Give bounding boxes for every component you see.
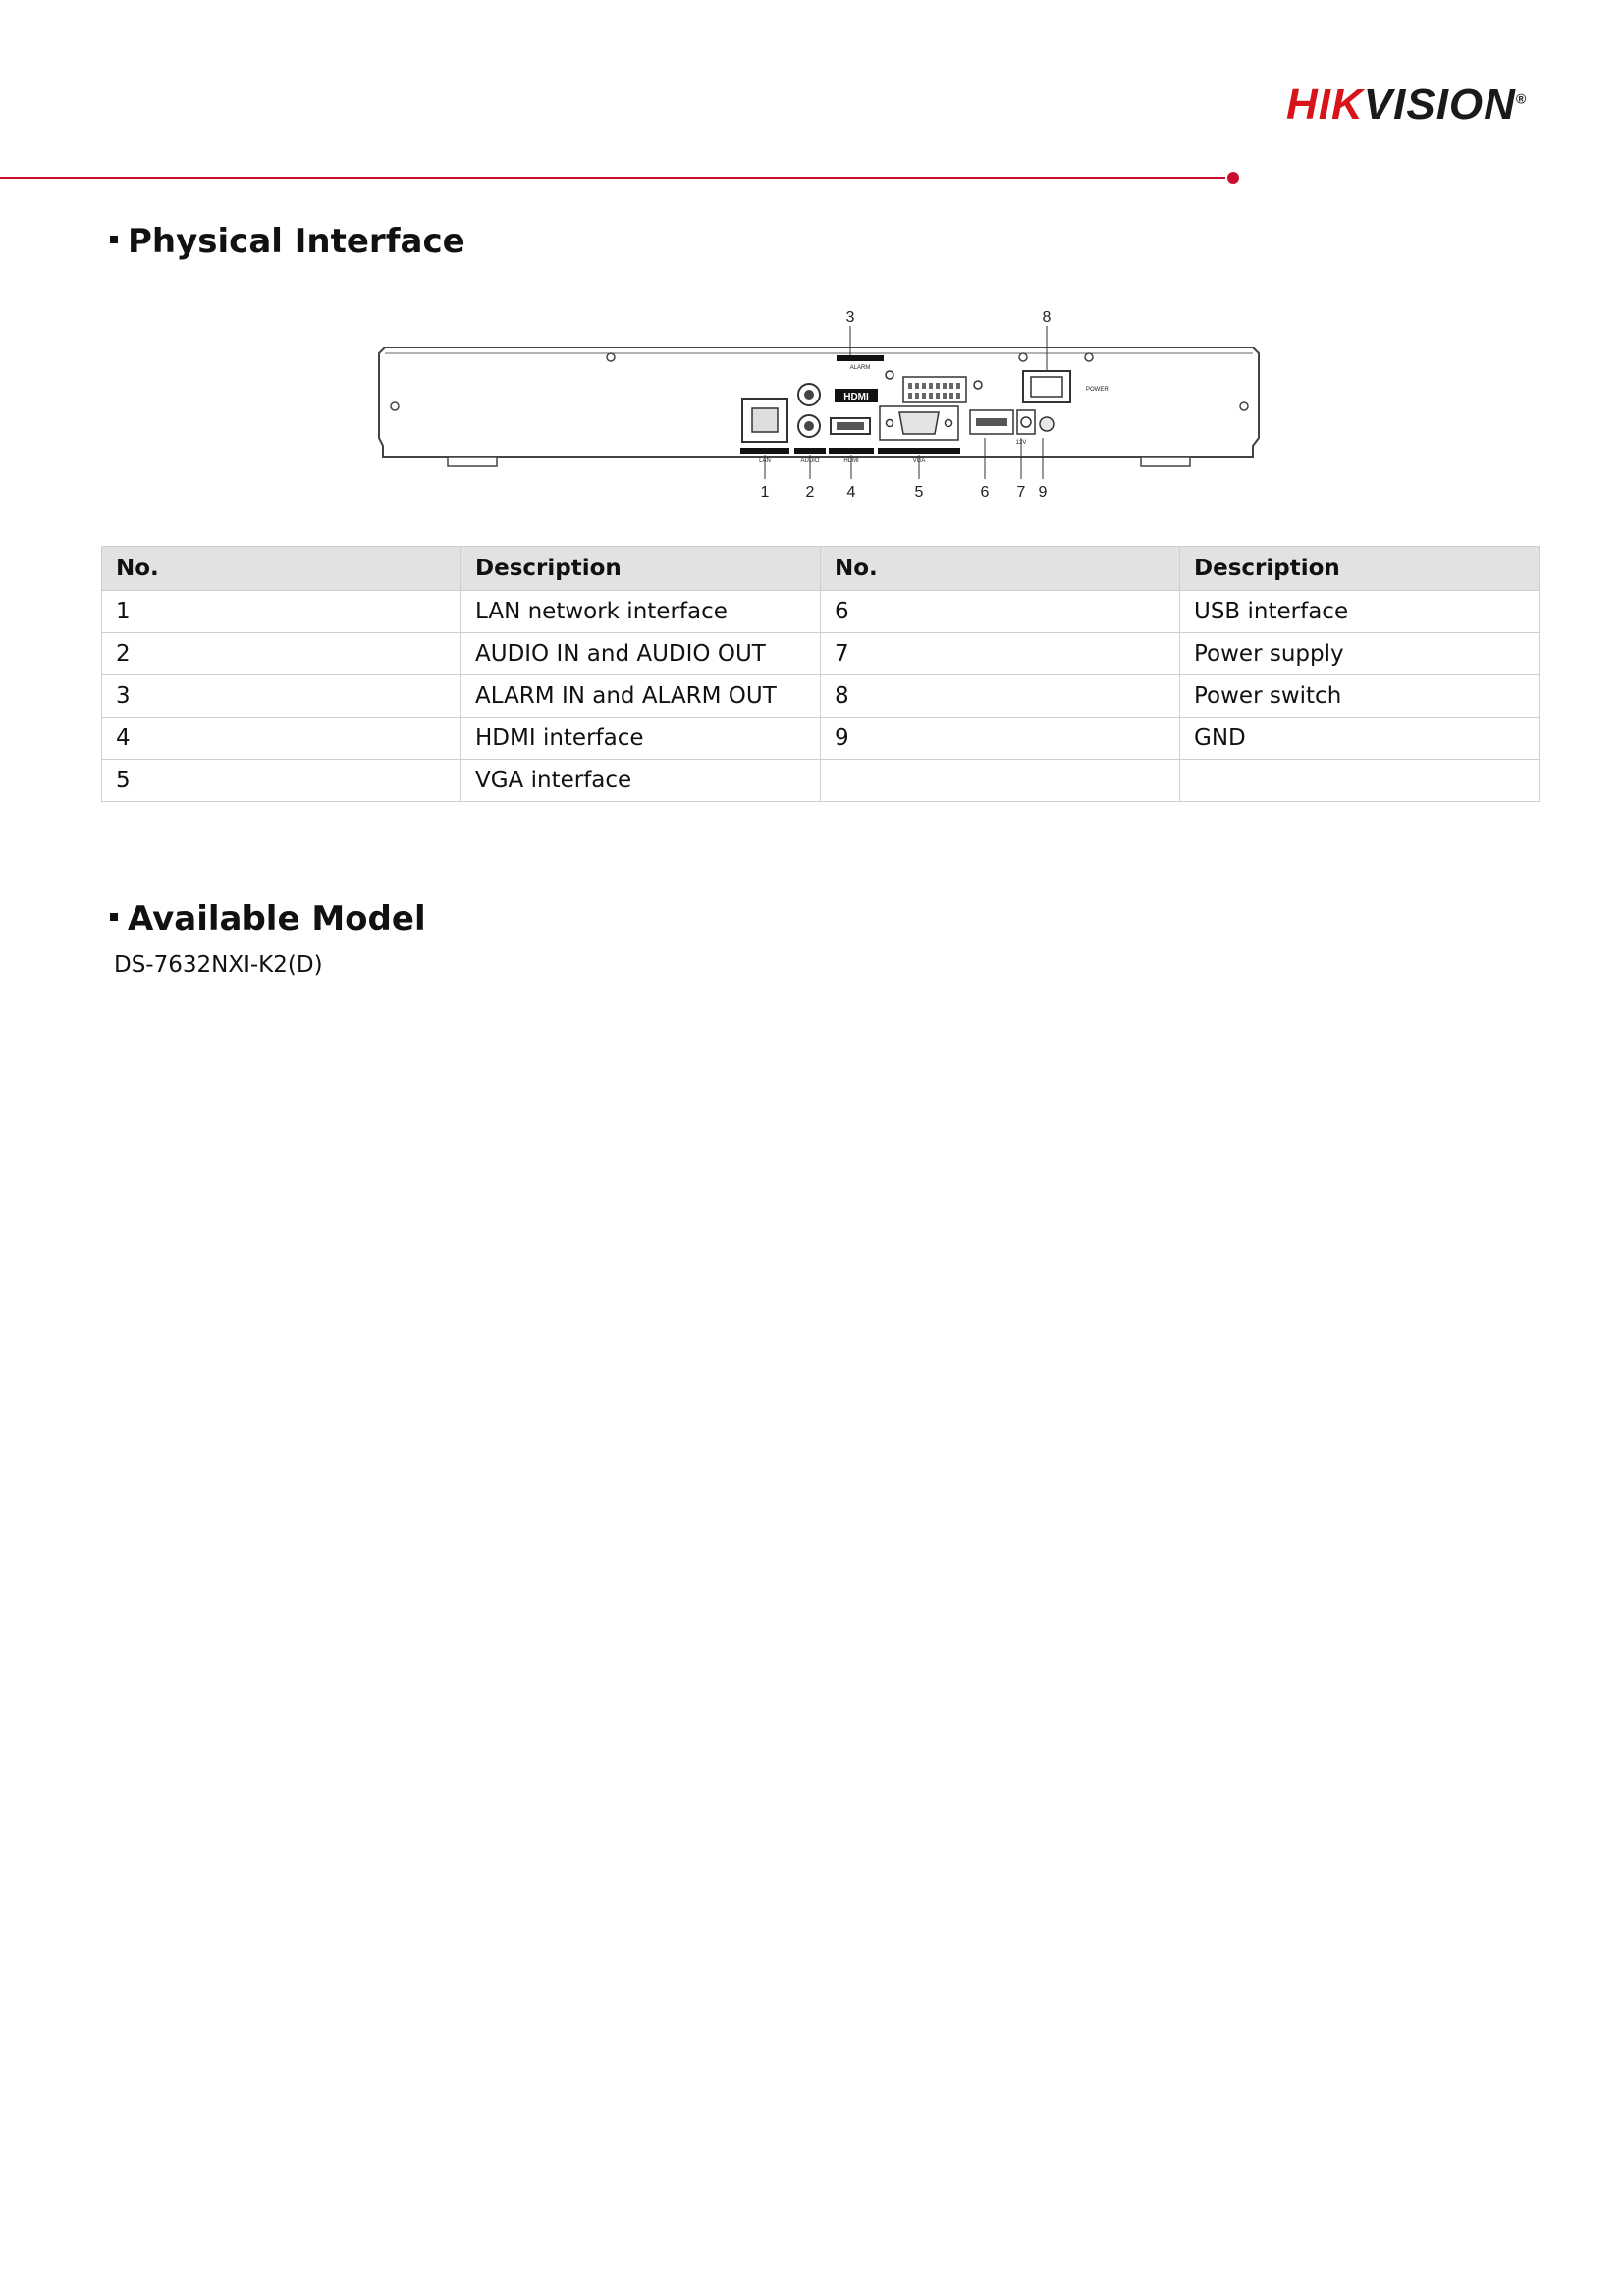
alarm-terminal-block — [903, 377, 966, 402]
callout-9: 9 — [1038, 484, 1048, 501]
logo-text-dark: VISION — [1363, 80, 1516, 129]
power-switch-rocker — [1031, 377, 1062, 397]
table-cell: 7 — [821, 633, 1180, 675]
gnd-terminal — [1040, 417, 1054, 431]
port-label-hdmi: HDMI — [843, 458, 859, 464]
port-label-vga: VGA — [912, 458, 926, 464]
hdmi-connector — [837, 422, 864, 430]
table-cell: USB interface — [1180, 591, 1540, 633]
table-cell — [821, 760, 1180, 802]
logo-registered-mark: ® — [1515, 90, 1528, 106]
header-description: Description — [1180, 547, 1540, 591]
lan-jack — [752, 408, 778, 432]
table-row — [102, 591, 1540, 633]
port-label-lan: LAN — [759, 458, 771, 464]
table-row — [102, 675, 1540, 718]
table-cell: 4 — [102, 718, 461, 760]
port-label-alarm: ALARM — [849, 365, 871, 371]
available-model-heading-text: Available Model — [128, 899, 426, 938]
table-cell: GND — [1180, 718, 1540, 760]
physical-interface-heading — [110, 222, 465, 261]
lan-label-bar — [740, 448, 789, 454]
header-no: No. — [821, 547, 1180, 591]
hdmi-logo-text: HDMI — [843, 392, 869, 402]
table-cell: 1 — [102, 591, 461, 633]
callout-7: 7 — [1016, 484, 1026, 501]
table-cell: ALARM IN and ALARM OUT — [461, 675, 821, 718]
table-cell — [1180, 760, 1540, 802]
callout-5: 5 — [914, 484, 924, 501]
callout-3: 3 — [845, 309, 855, 326]
header-rule — [0, 177, 1225, 179]
hdmi-label-bar — [829, 448, 874, 454]
callout-2: 2 — [805, 484, 815, 501]
table-cell: 8 — [821, 675, 1180, 718]
port-label-12v: 12V — [1015, 440, 1027, 446]
table-row — [102, 718, 1540, 760]
callout-4: 4 — [846, 484, 856, 501]
table-cell: 2 — [102, 633, 461, 675]
table-row — [102, 760, 1540, 802]
table-cell: LAN network interface — [461, 591, 821, 633]
foot-right — [1141, 457, 1190, 466]
power-supply-jack — [1017, 410, 1035, 434]
table-cell: HDMI interface — [461, 718, 821, 760]
table-row — [102, 633, 1540, 675]
square-bullet-icon — [110, 236, 118, 243]
port-label-audio: AUDIO — [800, 458, 820, 464]
chassis-outline — [379, 347, 1259, 457]
header-rule-dot — [1227, 172, 1239, 184]
table-cell: VGA interface — [461, 760, 821, 802]
table-cell: 6 — [821, 591, 1180, 633]
table-cell: Power supply — [1180, 633, 1540, 675]
hikvision-logo — [1286, 69, 1561, 128]
logo-text-red: HIK — [1286, 80, 1364, 129]
callout-6: 6 — [980, 484, 990, 501]
vga-label-bar — [878, 448, 960, 454]
table-cell: 9 — [821, 718, 1180, 760]
table-cell: AUDIO IN and AUDIO OUT — [461, 633, 821, 675]
header-no: No. — [102, 547, 461, 591]
model-number: DS-7632NXI-K2(D) — [114, 952, 323, 978]
table-cell: Power switch — [1180, 675, 1540, 718]
audio-label-bar — [794, 448, 826, 454]
header-description: Description — [461, 547, 821, 591]
table-cell: 3 — [102, 675, 461, 718]
interface-table — [101, 546, 1540, 802]
rear-panel-diagram — [369, 300, 1272, 516]
foot-left — [448, 457, 497, 466]
available-model-heading — [110, 899, 426, 938]
vga-connector — [899, 412, 939, 434]
table-header-row — [102, 547, 1540, 591]
callout-1: 1 — [760, 484, 770, 501]
rear-panel-svg — [369, 300, 1272, 516]
port-label-power: POWER — [1086, 387, 1109, 393]
audio-out-center — [804, 421, 814, 431]
callout-8: 8 — [1042, 309, 1052, 326]
usb-port — [976, 418, 1007, 426]
square-bullet-icon — [110, 913, 118, 921]
alarm-label-bar — [837, 355, 884, 361]
audio-in-center — [804, 390, 814, 400]
table-cell: 5 — [102, 760, 461, 802]
physical-interface-heading-text: Physical Interface — [128, 222, 465, 261]
